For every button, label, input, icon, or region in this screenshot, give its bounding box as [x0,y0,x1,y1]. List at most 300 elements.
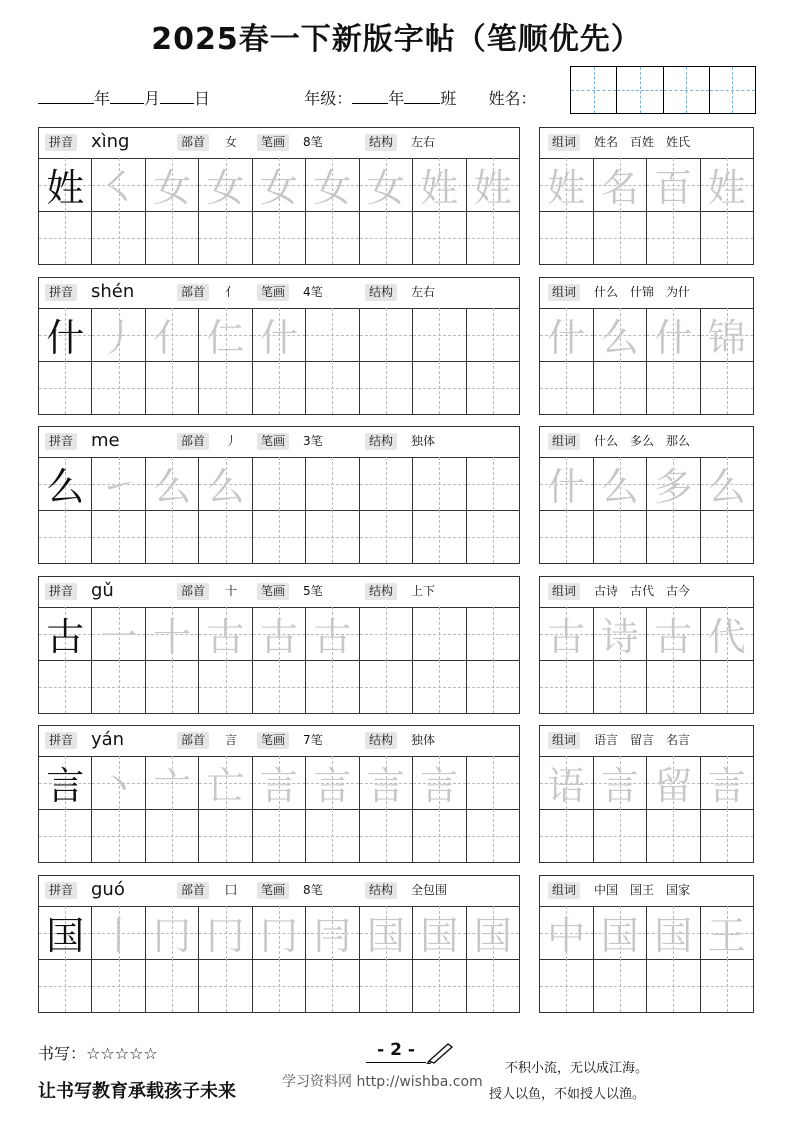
practice-cell[interactable] [199,906,252,959]
month-blank[interactable] [110,89,144,104]
stroke-step: ㇀ [99,465,138,509]
practice-cell[interactable] [413,906,466,959]
stroke-step: 姓 [420,166,459,210]
words-panel [539,875,754,1013]
grade-year-blank[interactable] [352,89,388,104]
word-practice-cell[interactable] [647,809,701,862]
practice-cell[interactable] [306,211,359,264]
structure-value: 全包围 [411,883,448,897]
word-trace-cell[interactable] [647,607,701,660]
practice-cell[interactable] [413,211,466,264]
stroke-step: 言 [313,764,352,808]
word-practice-cell[interactable] [701,510,754,563]
word-practice-cell[interactable] [594,809,648,862]
practice-cell[interactable] [199,959,252,1012]
practice-cell[interactable] [306,809,359,862]
strokes-value: 5笔 [303,584,323,598]
word-practice-cell[interactable] [594,660,648,713]
word-trace-cell[interactable] [540,457,594,510]
pinyin-value: shén [91,281,135,302]
word-trace-cell[interactable] [701,607,754,660]
words-header [540,128,753,159]
practice-cell[interactable] [413,660,466,713]
word-practice-cell[interactable] [594,959,648,1012]
words-value: 古诗 古代 古今 [594,584,691,598]
pinyin-tag: 拼音 [45,433,77,450]
practice-block [38,277,754,415]
structure-value: 左右 [411,135,436,149]
pinyin-tag: 拼音 [45,134,77,151]
radical-value: 女 [225,135,238,149]
practice-cell[interactable] [413,959,466,1012]
watermark: 学习资料网 http://wishba.com [282,1074,483,1090]
practice-cell[interactable] [253,959,306,1012]
char-info-header [39,876,519,907]
words-tag: 组词 [548,882,580,899]
word-practice-cell[interactable] [701,211,754,264]
word-practice-cell[interactable] [701,809,754,862]
strokes-value: 4笔 [303,285,323,299]
word-trace-cell[interactable] [647,457,701,510]
writing-rating: 书写：☆☆☆☆☆ [38,1044,158,1063]
words-panel [539,127,754,265]
word-trace-cell[interactable] [594,607,648,660]
radical-value: 言 [225,733,238,747]
stroke-step: 亻 [153,316,192,360]
word-practice-cell[interactable] [701,959,754,1012]
practice-cell[interactable] [306,457,359,510]
quote-line-2: 授人以鱼，不如授人以渔。 [489,1087,646,1102]
practice-cell[interactable] [413,158,466,211]
stroke-step: 女 [153,166,192,210]
stroke-step: 冂 [153,914,192,958]
word-trace-cell[interactable] [647,308,701,361]
practice-cell[interactable] [39,660,92,713]
name-grid[interactable] [570,66,756,114]
words-value: 什么 什锦 为什 [594,285,691,299]
stroke-order-panel [38,725,520,863]
word-trace-char: 么 [600,465,639,509]
practice-cell[interactable] [253,308,306,361]
words-panel [539,725,754,863]
structure-tag: 结构 [365,134,397,151]
practice-cell[interactable] [360,158,413,211]
words-tag: 组词 [548,433,580,450]
practice-block [38,127,754,265]
word-practice-cell[interactable] [647,211,701,264]
word-practice-cell[interactable] [540,211,594,264]
words-header [540,726,753,757]
word-trace-char: 姓 [547,166,586,210]
words-value: 什么 多么 那么 [594,434,691,448]
practice-cell[interactable] [92,809,145,862]
practice-cell[interactable] [146,607,199,660]
practice-cell[interactable] [467,308,519,361]
word-practice-cell[interactable] [647,660,701,713]
practice-cell[interactable] [199,809,252,862]
practice-cell[interactable] [360,211,413,264]
practice-cell[interactable] [467,809,519,862]
word-trace-char: 王 [707,914,746,958]
word-trace-cell[interactable] [594,158,648,211]
practice-cell[interactable] [360,906,413,959]
practice-cell[interactable] [92,361,145,414]
stroke-step: 女 [259,166,298,210]
words-header [540,278,753,309]
practice-cell[interactable] [39,959,92,1012]
practice-cell[interactable] [39,308,92,361]
practice-cell[interactable] [39,361,92,414]
practice-cell[interactable] [39,607,92,660]
practice-cell[interactable] [39,756,92,809]
stroke-step: 国 [420,914,459,958]
word-practice-cell[interactable] [647,510,701,563]
quote-line-1: 不积小流，无以成江海。 [505,1061,649,1076]
word-trace-cell[interactable] [701,457,754,510]
stroke-step: 古 [206,615,245,659]
words-tag: 组词 [548,732,580,749]
practice-cell[interactable] [360,457,413,510]
practice-cell[interactable] [467,361,519,414]
model-character: 姓 [46,166,85,210]
practice-cell[interactable] [146,809,199,862]
stroke-step: 什 [259,316,298,360]
practice-cell[interactable] [199,158,252,211]
word-trace-char: 锦 [707,316,746,360]
word-trace-cell[interactable] [540,756,594,809]
word-trace-cell[interactable] [647,158,701,211]
word-trace-char: 言 [707,764,746,808]
name-label: 姓名： [488,89,537,108]
practice-cell[interactable] [199,211,252,264]
word-trace-cell[interactable] [701,756,754,809]
practice-cell[interactable] [253,906,306,959]
char-info-header [39,577,519,608]
practice-cell[interactable] [253,158,306,211]
practice-cell[interactable] [199,607,252,660]
word-practice-cell[interactable] [540,361,594,414]
practice-cell[interactable] [413,607,466,660]
radical-tag: 部首 [177,433,209,450]
practice-cell[interactable] [467,211,519,264]
stroke-step: 女 [313,166,352,210]
structure-value: 独体 [411,733,436,747]
practice-cell[interactable] [360,308,413,361]
word-practice-cell[interactable] [647,959,701,1012]
word-trace-cell[interactable] [701,308,754,361]
pinyin-value: yán [91,729,125,750]
words-panel [539,576,754,714]
practice-cell[interactable] [146,510,199,563]
word-trace-cell[interactable] [540,607,594,660]
pinyin-tag: 拼音 [45,732,77,749]
year-blank[interactable] [38,89,94,104]
strokes-value: 8笔 [303,883,323,897]
date-grade-name-row [38,86,536,109]
practice-cell[interactable] [360,510,413,563]
practice-cell[interactable] [253,457,306,510]
structure-tag: 结构 [365,583,397,600]
words-panel [539,426,754,564]
strokes-tag: 笔画 [257,433,289,450]
word-trace-cell[interactable] [594,906,648,959]
practice-cell[interactable] [199,308,252,361]
practice-cell[interactable] [467,607,519,660]
stroke-step: 姓 [473,166,512,210]
practice-cell[interactable] [360,959,413,1012]
word-trace-char: 国 [654,914,693,958]
practice-cell[interactable] [306,607,359,660]
practice-cell[interactable] [360,607,413,660]
practice-block [38,725,754,863]
word-trace-char: 古 [547,615,586,659]
practice-cell[interactable] [253,660,306,713]
word-trace-cell[interactable] [540,308,594,361]
year-label: 年 [94,89,111,108]
words-value: 语言 留言 名言 [594,733,691,747]
word-trace-char: 什 [547,465,586,509]
radical-value: 十 [225,584,238,598]
practice-cell[interactable] [199,510,252,563]
structure-tag: 结构 [365,433,397,450]
practice-cell[interactable] [413,756,466,809]
practice-cell[interactable] [146,756,199,809]
practice-cell[interactable] [413,308,466,361]
practice-cell[interactable] [253,211,306,264]
radical-tag: 部首 [177,134,209,151]
practice-cell[interactable] [146,211,199,264]
practice-cell[interactable] [467,660,519,713]
word-practice-cell[interactable] [540,660,594,713]
word-practice-cell[interactable] [647,361,701,414]
pinyin-tag: 拼音 [45,882,77,899]
practice-cell[interactable] [146,158,199,211]
practice-cell[interactable] [413,361,466,414]
practice-cell[interactable] [146,660,199,713]
word-trace-cell[interactable] [701,158,754,211]
practice-cell[interactable] [467,906,519,959]
practice-cell[interactable] [360,809,413,862]
practice-cell[interactable] [253,607,306,660]
practice-cell[interactable] [146,959,199,1012]
stroke-step: 冃 [313,914,352,958]
strokes-value: 3笔 [303,434,323,448]
word-trace-char: 什 [654,316,693,360]
word-trace-cell[interactable] [540,158,594,211]
day-label: 日 [194,89,211,108]
practice-cell[interactable] [306,959,359,1012]
practice-cell[interactable] [306,308,359,361]
practice-cell[interactable] [467,756,519,809]
grade-year-label: 年 [388,89,405,108]
word-practice-cell[interactable] [594,361,648,414]
stroke-step: 亠 [153,764,192,808]
practice-cell[interactable] [199,660,252,713]
practice-cell[interactable] [306,756,359,809]
practice-cell[interactable] [146,457,199,510]
radical-value: 囗 [225,883,238,897]
words-value: 姓名 百姓 姓氏 [594,135,691,149]
practice-cell[interactable] [39,211,92,264]
stroke-step: 国 [366,914,405,958]
practice-cell[interactable] [92,660,145,713]
practice-cell[interactable] [253,510,306,563]
word-trace-char: 国 [600,914,639,958]
stroke-step: 古 [259,615,298,659]
practice-cell[interactable] [39,158,92,211]
word-trace-char: 么 [707,465,746,509]
word-practice-cell[interactable] [540,959,594,1012]
practice-cell[interactable] [467,158,519,211]
word-trace-cell[interactable] [594,457,648,510]
practice-cell[interactable] [306,906,359,959]
word-trace-cell[interactable] [647,906,701,959]
word-trace-cell[interactable] [594,308,648,361]
stroke-step: 言 [420,764,459,808]
radical-value: 亻 [225,285,238,299]
practice-cell[interactable] [39,809,92,862]
stroke-order-panel [38,127,520,265]
word-trace-cell[interactable] [647,756,701,809]
stroke-order-panel [38,426,520,564]
word-trace-char: 言 [600,764,639,808]
words-panel [539,277,754,415]
practice-cell[interactable] [306,660,359,713]
radical-tag: 部首 [177,284,209,301]
practice-cell[interactable] [92,906,145,959]
practice-cell[interactable] [146,361,199,414]
model-character: 古 [46,615,85,659]
practice-cell[interactable] [92,158,145,211]
model-character: 么 [46,465,85,509]
words-tag: 组词 [548,583,580,600]
practice-cell[interactable] [92,959,145,1012]
practice-cell[interactable] [92,308,145,361]
practice-cell[interactable] [39,906,92,959]
word-practice-cell[interactable] [540,510,594,563]
word-practice-cell[interactable] [701,660,754,713]
practice-cell[interactable] [360,756,413,809]
stroke-step: 仁 [206,316,245,360]
stroke-step: 十 [153,615,192,659]
stroke-step: 丨 [99,914,138,958]
practice-cell[interactable] [92,756,145,809]
word-practice-cell[interactable] [540,809,594,862]
practice-cell[interactable] [253,756,306,809]
grade-label: 年级： [304,89,353,108]
word-trace-char: 诗 [600,615,639,659]
word-trace-cell[interactable] [701,906,754,959]
words-tag: 组词 [548,134,580,151]
practice-cell[interactable] [39,457,92,510]
practice-cell[interactable] [306,510,359,563]
practice-cell[interactable] [467,510,519,563]
word-trace-char: 么 [600,316,639,360]
word-practice-cell[interactable] [594,510,648,563]
stroke-order-panel [38,576,520,714]
model-character: 言 [46,764,85,808]
practice-cell[interactable] [253,361,306,414]
practice-cell[interactable] [467,457,519,510]
stroke-step: 言 [366,764,405,808]
practice-cell[interactable] [199,457,252,510]
word-trace-char: 什 [547,316,586,360]
practice-cell[interactable] [360,660,413,713]
stroke-step: 丶 [99,764,138,808]
strokes-value: 7笔 [303,733,323,747]
word-trace-char: 姓 [707,166,746,210]
stroke-step: 女 [366,166,405,210]
strokes-tag: 笔画 [257,583,289,600]
word-trace-char: 代 [707,615,746,659]
practice-cell[interactable] [199,756,252,809]
words-header [540,876,753,907]
practice-cell[interactable] [306,361,359,414]
word-practice-cell[interactable] [701,361,754,414]
practice-cell[interactable] [92,607,145,660]
practice-cell[interactable] [39,510,92,563]
words-tag: 组词 [548,284,580,301]
practice-cell[interactable] [413,809,466,862]
practice-block [38,426,754,564]
word-trace-char: 中 [547,914,586,958]
practice-cell[interactable] [199,361,252,414]
stroke-step: 么 [153,465,192,509]
structure-tag: 结构 [365,284,397,301]
word-practice-cell[interactable] [594,211,648,264]
strokes-tag: 笔画 [257,732,289,749]
day-blank[interactable] [160,89,194,104]
char-info-header [39,128,519,159]
practice-cell[interactable] [92,457,145,510]
structure-value: 上下 [411,584,436,598]
stroke-step: ㇛ [99,166,138,210]
grade-class-blank[interactable] [404,89,440,104]
word-trace-char: 百 [654,166,693,210]
strokes-tag: 笔画 [257,882,289,899]
structure-value: 独体 [411,434,436,448]
pinyin-tag: 拼音 [45,284,77,301]
practice-cell[interactable] [467,959,519,1012]
stroke-step: 国 [473,914,512,958]
practice-cell[interactable] [306,158,359,211]
practice-cell[interactable] [413,510,466,563]
month-label: 月 [144,89,161,108]
word-trace-cell[interactable] [594,756,648,809]
structure-tag: 结构 [365,732,397,749]
practice-cell[interactable] [92,211,145,264]
stroke-step: 丿 [99,316,138,360]
practice-cell[interactable] [146,308,199,361]
words-header [540,577,753,608]
word-trace-cell[interactable] [540,906,594,959]
practice-cell[interactable] [413,457,466,510]
word-trace-char: 古 [654,615,693,659]
structure-tag: 结构 [365,882,397,899]
practice-cell[interactable] [360,361,413,414]
word-trace-char: 留 [654,764,693,808]
practice-cell[interactable] [253,809,306,862]
stroke-step: 女 [206,166,245,210]
practice-cell[interactable] [92,510,145,563]
structure-value: 左右 [411,285,436,299]
strokes-tag: 笔画 [257,134,289,151]
slogan: 让书写教育承载孩子未来 [38,1081,236,1102]
page-title: 2025春一下新版字帖（笔顺优先） [151,22,642,57]
words-value: 中国 国王 国家 [594,883,691,897]
stroke-step: 亡 [206,764,245,808]
practice-cell[interactable] [146,906,199,959]
